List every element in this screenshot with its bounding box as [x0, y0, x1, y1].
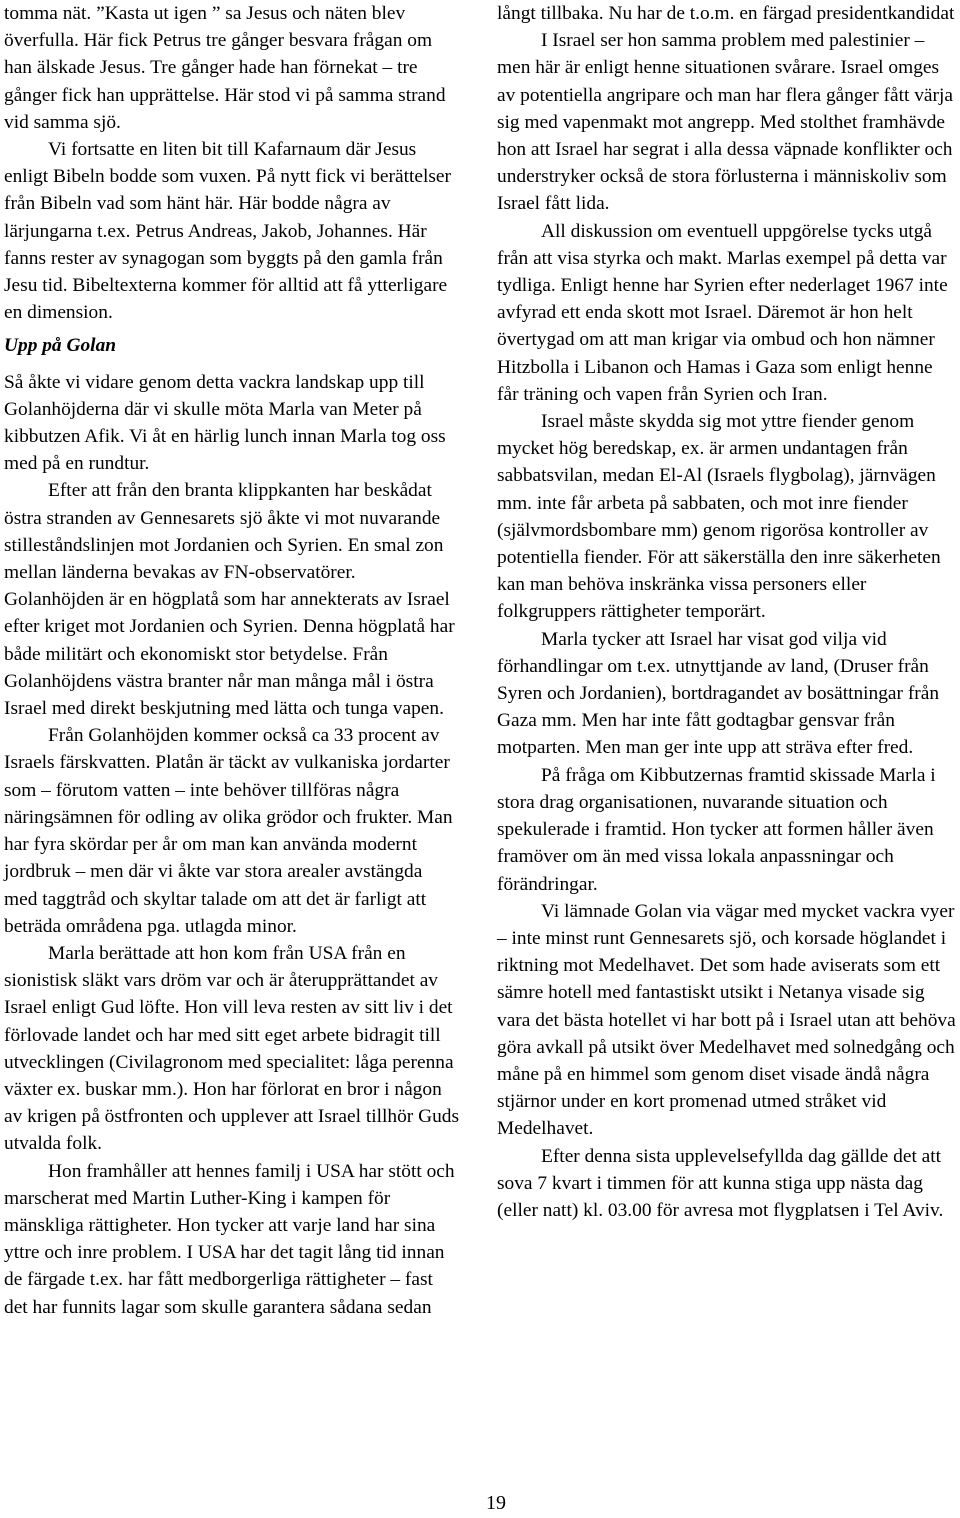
- right-column: [497, 0, 957, 1224]
- paragraph: Hon framhåller att hennes familj i USA har stött och marscherat med Martin Luther-King i kampen för mänskliga rättigheter. Hon tycker att varje land har sina yttre och inre problem. I USA har det tagit lång tid innan de färgade t.ex. har fått medborgerliga rättigheter – fast det har funnits lagar som skulle garantera sådana sedan: [4, 1160, 455, 1318]
- paragraph: I Israel ser hon samma problem med palestinier – men här är enligt henne situationen svårare. Israel omges av potentiella angripare och man har flera gånger fått värja sig med vapenmakt mot angrepp. Med stolthet framhävde hon att Israel har segrat i alla dessa väpnade konflikter och understryker också de stora förlusterna i människoliv som Israel fått lida.: [497, 30, 953, 215]
- paragraph: Så åkte vi vidare genom detta vackra landskap upp till Golanhöjderna där vi skulle möta Marla van Meter på kibbutzen Afik. Vi åt en härlig lunch innan Marla tog oss med på en rundtur.: [4, 371, 446, 475]
- paragraph: Vi lämnade Golan via vägar med mycket vackra vyer – inte minst runt Gennesarets sjö, och korsade höglandet i riktning mot Medelhavet. Det som hade aviserats som ett sämre hotell med fantastiskt utsikt i Netanya visade sig vara det bästa hotellet vi har bott på i Israel utan att behöva göra avkall på utsikt över Medelhavet med solnedgång och måne på en himmel som genom diset visade ändå några stjärnor under en kort promenad utmed stråket vid Medelhavet.: [497, 900, 956, 1140]
- paragraph: långt tillbaka. Nu har de t.o.m. en färgad presidentkandidat: [497, 3, 955, 24]
- paragraph: tomma nät. ”Kasta ut igen ” sa Jesus och näten blev överfulla. Här fick Petrus tre gånger besvara frågan om han älskade Jesus. Tre gånger hade han förnekat – tre gånger fick han upprättelse. Här stod vi på samma strand vid samma sjö.: [4, 3, 446, 133]
- paragraph: Marla berättade att hon kom från USA från en sionistisk släkt vars dröm var och är återupprättandet av Israel enligt Gud löfte. Hon vill leva resten av sitt liv i det förlovade landet och har med sitt eget arbete bidragit till utvecklingen (Civilagronom med specialitet: låga perenna växter ex. buskar mm.). Hon har förlorat en bror i någon av krigen på östfronten och upplever att Israel tillhör Guds utvalda folk.: [4, 942, 460, 1155]
- paragraph: Från Golanhöjden kommer också ca 33 procent av Israels färskvatten. Platån är täckt av vulkaniska jordarter som – förutom vatten – inte behöver tillföras några näringsämnen för odling av olika grödor och frukter. Man har fyra skördar per år om man kan använda modernt jordbruk – men där vi åkte var stora arealer avstängda med taggtråd och skyltar talade om att det är farligt att beträda områdena pga. utlagda minor.: [4, 725, 453, 937]
- paragraph: Efter att från den branta klippkanten har beskådat östra stranden av Gennesarets sjö åkte vi mot nuvarande stilleståndslinjen mot Jordanien och Syrien. En smal zon mellan länderna bevakas av FN-observatörer. Golanhöjden är en högplatå som har annekterats av Israel efter kriget mot Jordanien och Syrien. Denna högplatå har både militärt och ekonomiskt stor betydelse. Från Golanhöjdens västra branter når man många mål i östra Israel med direkt beskjutning med lätta och tunga vapen.: [4, 480, 455, 720]
- paragraph: Israel måste skydda sig mot yttre fiender genom mycket hög beredskap, ex. är armen undantagen från sabbatsvilan, medan El-Al (Israels flygbolag), järnvägen mm. inte får arbeta på sabbaten, och mot inre fiender (självmordsbombare mm) genom rigorösa kontroller av potentiella fiender. För att säkerställa den inre säkerheten kan man behöva inskränka vissa personers eller folkgruppers rättigheter temporärt.: [497, 411, 941, 623]
- paragraph: På fråga om Kibbutzernas framtid skissade Marla i stora drag organisationen, nuvarande situation och spekulerade i framtid. Hon tycker att formen håller även framöver om än med vissa lokala anpassningar och förändringar.: [497, 764, 936, 895]
- paragraph: Marla tycker att Israel har visat god vilja vid förhandlingar om t.ex. utnyttjande av land, (Druser från Syren och Jordanien), bortdragandet av bosättningar från Gaza mm. Men har inte fått godtagbar gensvar från motparten. Men man ger inte upp att sträva efter fred.: [497, 628, 940, 759]
- section-heading: Upp på Golan: [4, 335, 117, 357]
- page-number: 19: [486, 1492, 506, 1514]
- paragraph: Vi fortsatte en liten bit till Kafarnaum där Jesus enligt Bibeln bodde som vuxen. På nytt fick vi berättelser från Bibeln vad som hänt här. Här bodde några av lärjungarna t.ex. Petrus Andreas, Jakob, Johannes. Här fanns rester av synagogan som byggts på den gamla från Jesu tid. Bibeltexterna kommer för alltid att få ytterligare en dimension.: [4, 139, 451, 324]
- paragraph: All diskussion om eventuell uppgörelse tycks utgå från att visa styrka och makt. Marlas exempel på detta var tydliga. Enligt henne har Syrien efter nederlaget 1967 inte avfyrad ett enda skott mot Israel. Däremot är hon helt övertygad om att man krigar via ombud och hon nämner Hitzbolla i Libanon och Hamas i Gaza som enligt henne får träning och vapen från Syrien och Iran.: [497, 220, 948, 405]
- paragraph: Efter denna sista upplevelsefyllda dag gällde det att sova 7 kvart i timmen för att kunna stiga upp nästa dag (eller natt) kl. 03.00 för avresa mot flygplatsen i Tel Aviv.: [497, 1145, 944, 1221]
- left-column: [4, 0, 460, 1321]
